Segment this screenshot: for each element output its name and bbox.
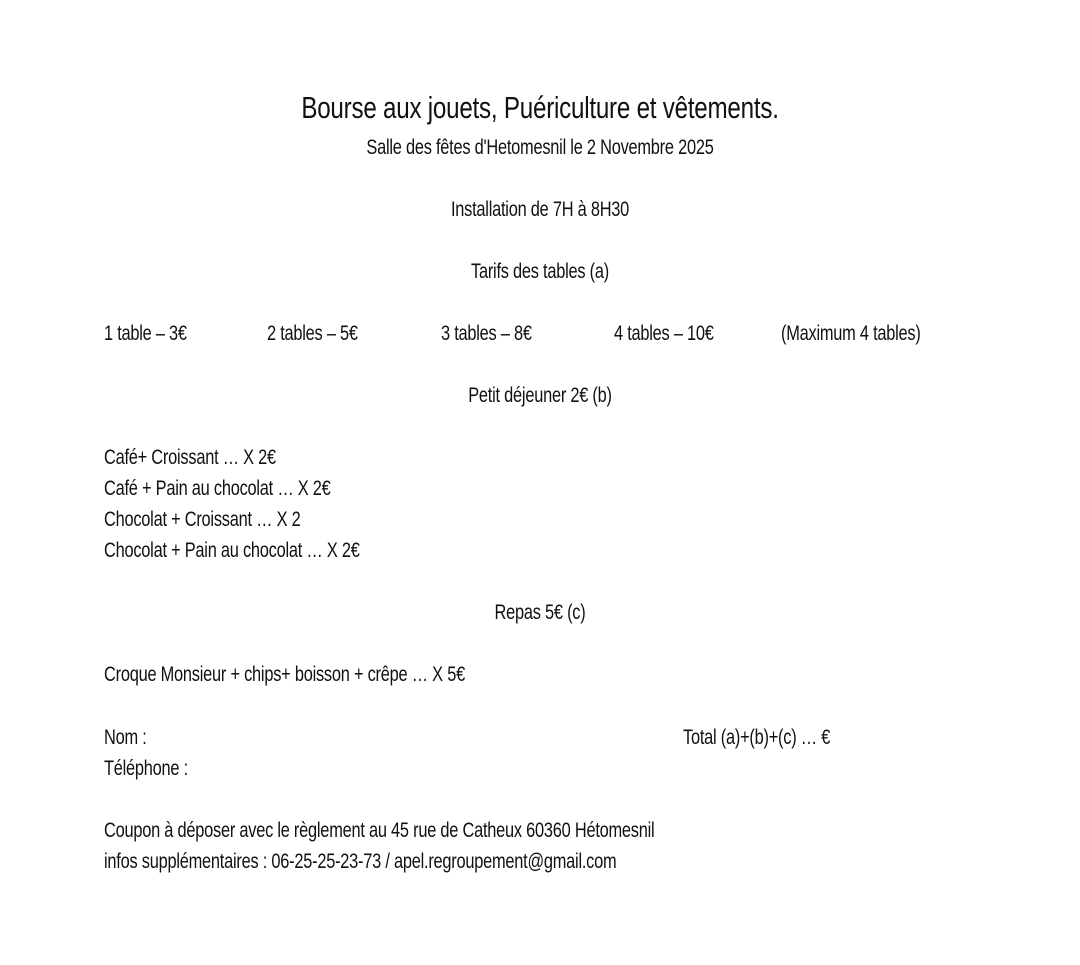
meal-item: Croque Monsieur + chips+ boisson + crêpe … X 5€ — [104, 663, 465, 686]
total-field-label: Total (a)+(b)+(c) … € — [683, 726, 831, 749]
table-price-1: 1 table – 3€ — [104, 322, 187, 345]
page-title: Bourse aux jouets, Puériculture et vêtements. — [301, 90, 779, 125]
breakfast-item: Chocolat + Croissant … X 2 — [104, 508, 301, 531]
table-maximum-note: (Maximum 4 tables) — [781, 322, 921, 345]
breakfast-item: Café+ Croissant … X 2€ — [104, 446, 276, 469]
meal-heading: Repas 5€ (c) — [494, 601, 586, 624]
installation-time: Installation de 7H à 8H30 — [450, 198, 630, 221]
tables-heading: Tarifs des tables (a) — [470, 260, 610, 283]
table-price-2: 2 tables – 5€ — [267, 322, 358, 345]
table-price-4: 4 tables – 10€ — [614, 322, 714, 345]
table-price-3: 3 tables – 8€ — [441, 322, 532, 345]
breakfast-item: Chocolat + Pain au chocolat … X 2€ — [104, 539, 360, 562]
breakfast-heading: Petit déjeuner 2€ (b) — [468, 384, 612, 407]
name-field-label: Nom : — [104, 726, 147, 749]
phone-field-label: Téléphone : — [104, 757, 188, 780]
contact-info: infos supplémentaires : 06-25-25-23-73 / apel.regroupement@gmail.com — [104, 850, 617, 873]
coupon-instructions: Coupon à déposer avec le règlement au 45 rue de Catheux 60360 Hétomesnil — [104, 819, 655, 842]
event-venue-date: Salle des fêtes d'Hetomesnil le 2 Novembre 2025 — [366, 136, 714, 159]
breakfast-item: Café + Pain au chocolat … X 2€ — [104, 477, 331, 500]
